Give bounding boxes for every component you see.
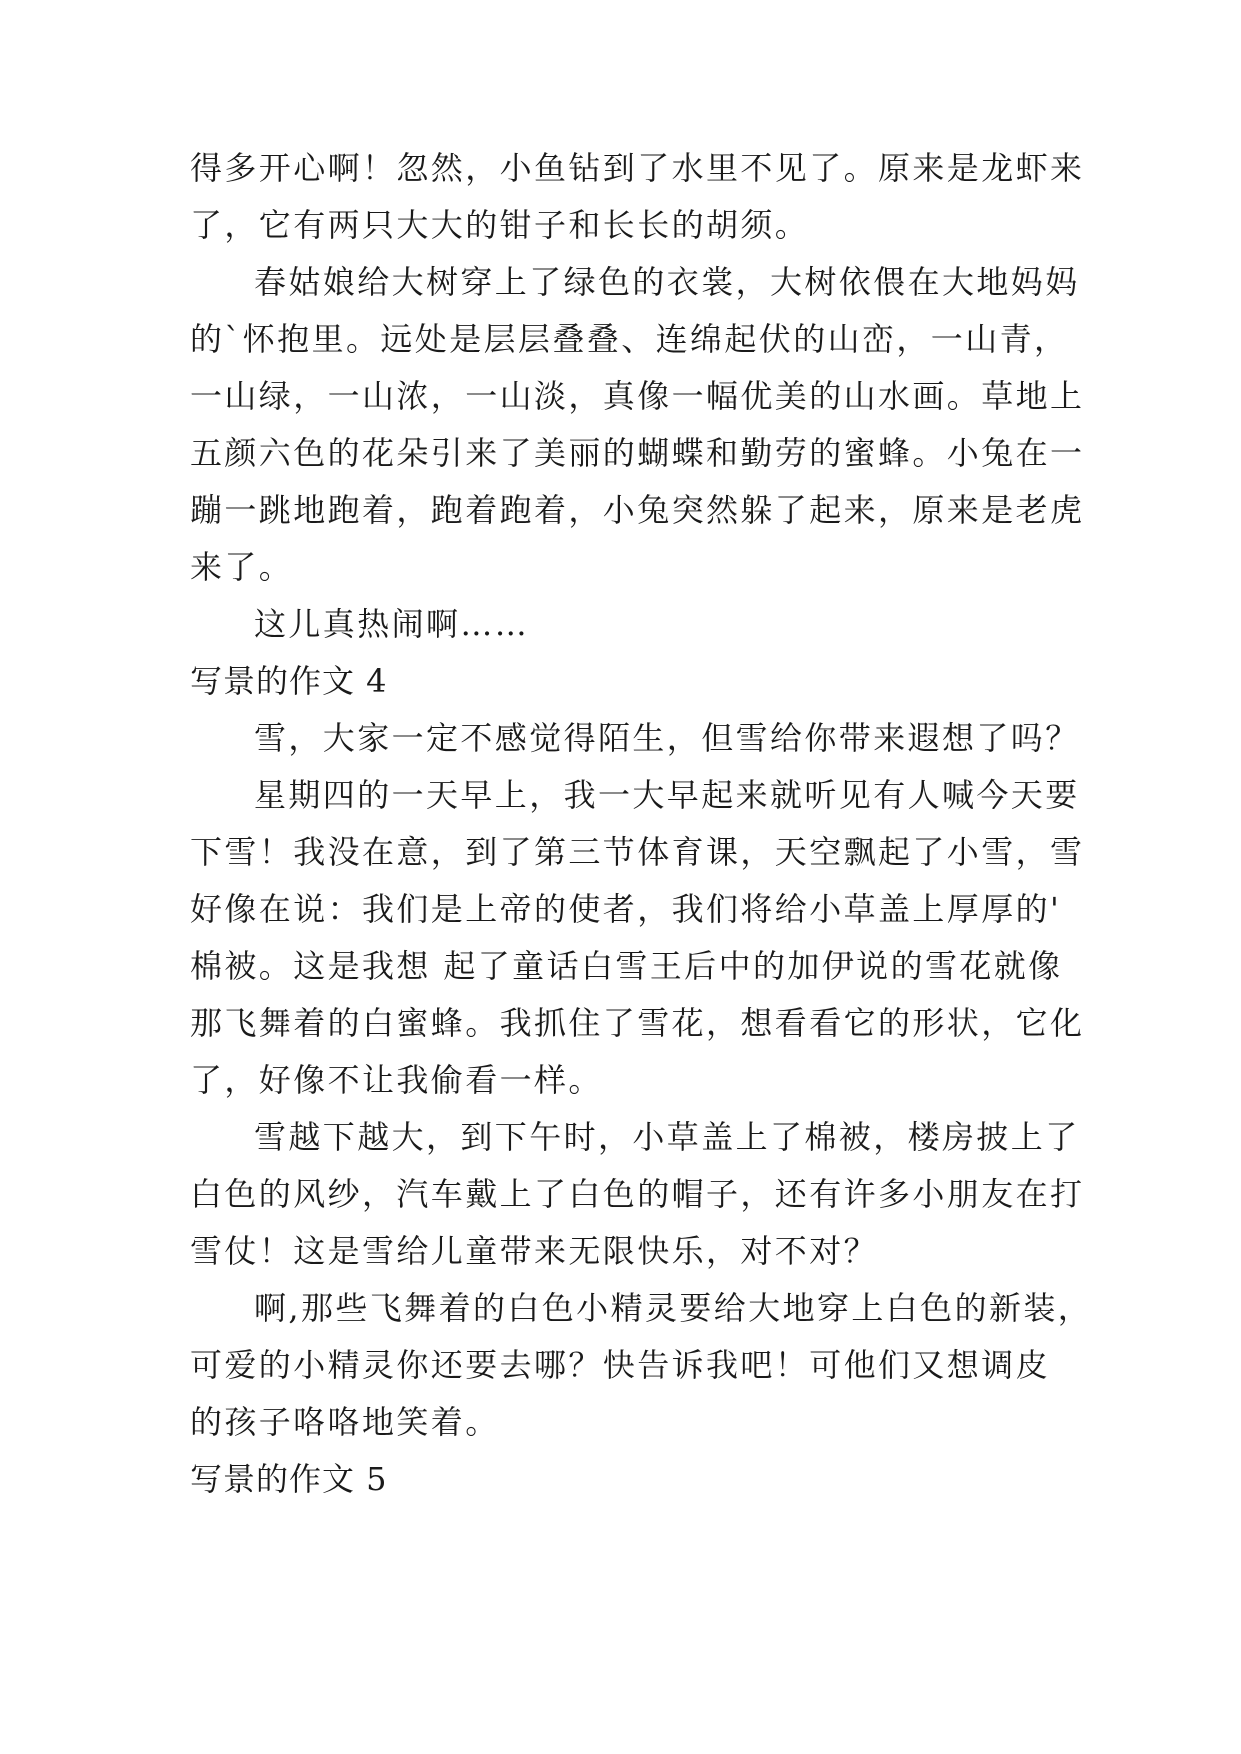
text-line: 了，好像不让我偷看一样。: [190, 1061, 603, 1099]
section-heading: 写景的作文 4: [190, 662, 388, 700]
text-line: 来了。: [190, 548, 294, 586]
paragraph-start-line: 星期四的一天早上，我一大早起来就听见有人喊今天要: [254, 776, 1080, 814]
text-line: 雪仗！这是雪给儿童带来无限快乐，对不对？: [190, 1232, 879, 1270]
section-heading: 写景的作文 5: [190, 1460, 388, 1498]
paragraph-start-line: 雪，大家一定不感觉得陌生，但雪给你带来遐想了吗？: [254, 719, 1080, 757]
text-line: 白色的风纱，汽车戴上了白色的帽子，还有许多小朋友在打: [190, 1175, 1085, 1213]
text-line: 五颜六色的花朵引来了美丽的蝴蝶和勤劳的蜜蜂。小兔在一: [190, 434, 1085, 472]
paragraph-start-line: 这儿真热闹啊……: [254, 605, 530, 643]
text-line: 可爱的小精灵你还要去哪？快告诉我吧！可他们又想调皮: [190, 1346, 1051, 1384]
text-line: 的孩子咯咯地笑着。: [190, 1403, 500, 1441]
paragraph-start-line: 啊,那些飞舞着的白色小精灵要给大地穿上白色的新装，: [254, 1289, 1093, 1327]
text-line: 得多开心啊！忽然，小鱼钻到了水里不见了。原来是龙虾来: [190, 149, 1085, 187]
text-line: 下雪！我没在意，到了第三节体育课，天空飘起了小雪，雪: [190, 833, 1085, 871]
paragraph-start-line: 雪越下越大，到下午时，小草盖上了棉被，楼房披上了: [254, 1118, 1080, 1156]
text-line: 了，它有两只大大的钳子和长长的胡须。: [190, 206, 810, 244]
text-line: 那飞舞着的白蜜蜂。我抓住了雪花，想看看它的形状，它化: [190, 1004, 1085, 1042]
text-line: 好像在说：我们是上帝的使者，我们将给小草盖上厚厚的': [190, 890, 1062, 928]
text-line: 蹦一跳地跑着，跑着跑着，小兔突然躲了起来，原来是老虎: [190, 491, 1085, 529]
text-line: 一山绿，一山浓，一山淡，真像一幅优美的山水画。草地上: [190, 377, 1085, 415]
paragraph-start-line: 春姑娘给大树穿上了绿色的衣裳，大树依偎在大地妈妈: [254, 263, 1080, 301]
text-line: 棉被。这是我想 起了童话白雪王后中的加伊说的雪花就像: [190, 947, 1063, 985]
text-line: 的`怀抱里。远处是层层叠叠、连绵起伏的山峦，一山青，: [190, 320, 1069, 358]
